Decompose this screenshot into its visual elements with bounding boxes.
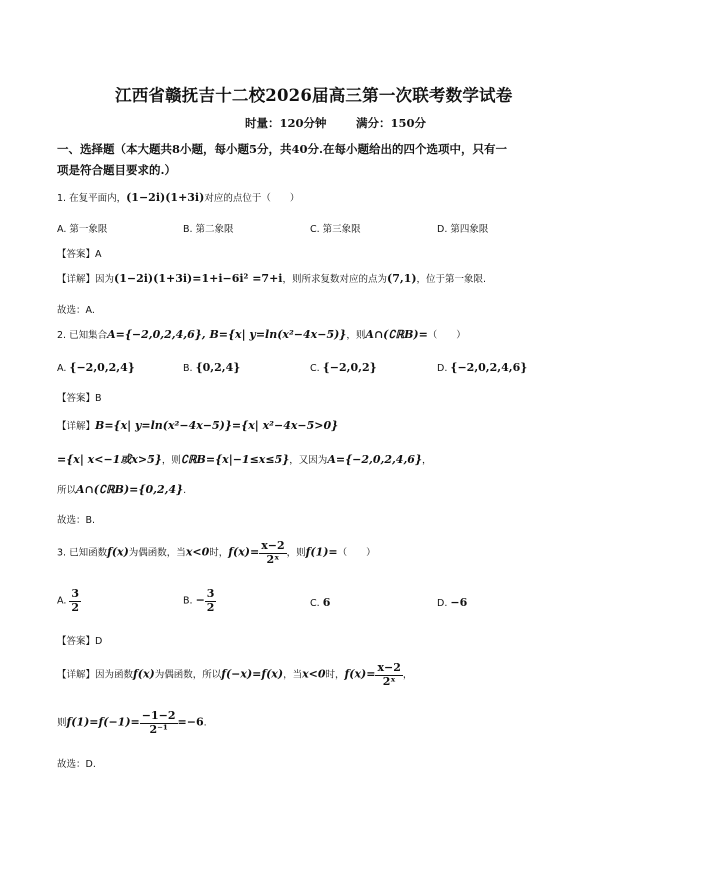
q3-option-c [310,596,330,609]
q3-stem-fx: f(x)= [228,545,260,559]
q2-stem-prefix: 2. 已知集合 [57,330,108,341]
q3-option-b-denominator: 2 [206,600,215,614]
q2-detail2-expression-3: A={−2,0,2,4,6} [327,453,423,466]
q3-option-b [183,588,216,614]
q2-detail2-suffix: ， [422,455,432,466]
q1-option-d: D. 第四象限 [437,224,489,235]
q3-option-b-fraction [205,588,217,614]
q3-detail2-expression: f(1)=f(−1)= [66,715,140,729]
q2-option-d [437,361,527,374]
q3-stem-fraction [259,540,286,566]
question-3-stem [57,540,376,566]
q3-detail-line1 [57,662,412,688]
q2-option-c-value: {−2,0,2} [322,361,377,374]
q3-option-b-sign: − [195,593,205,607]
q1-option-b: B. 第二象限 [183,224,234,235]
q3-stem-mid3: ，则 [286,547,306,559]
q2-option-a-letter: A. [57,363,67,374]
q3-option-b-letter: B. [183,595,193,607]
q3-option-a-denominator: 2 [71,600,80,614]
q3-detail1-f: f(x) [133,667,155,681]
q2-detail-line2 [57,451,432,467]
q2-detail3-expression: A∩(∁ℝB)={0,2,4} [76,483,184,496]
q2-stem-expression: A={−2,0,2,4,6}, B={x| y=ln(x²−4x−5)} [107,328,347,341]
q3-stem-mid1: 为偶函数，当 [128,547,186,559]
q3-stem-numerator: x−2 [261,539,285,552]
q2-option-c [310,361,377,374]
q3-detail1-denominator: 2ˣ [382,674,396,688]
question-2-stem [57,327,466,341]
q3-detail1-fx: f(x)= [344,667,376,681]
q1-detail-point: (7,1) [387,272,417,285]
q1-answer: 【答案】A [57,249,102,260]
q2-option-d-value: {−2,0,2,4,6} [450,361,528,374]
q3-detail1-suffix: ， [402,669,413,681]
q2-answer: 【答案】B [57,393,102,404]
page-title: 江西省赣抚吉十二校2026届高三第一次联考数学试卷 [115,86,513,105]
q3-detail1-numerator: x−2 [377,661,401,674]
q3-option-a [57,588,81,614]
q2-option-a [57,361,135,374]
q3-stem-condition: x<0 [185,545,210,559]
q1-option-c: C. 第三象限 [310,224,361,235]
q1-detail-suffix: ，位于第一象限. [416,274,487,285]
q3-detail2-prefix: 则 [57,717,67,729]
q1-choose: 故选：A. [57,305,95,316]
q3-detail1-fraction [375,662,402,688]
q3-detail1-expression: f(−x)=f(x) [221,667,284,681]
q1-stem-prefix: 1. 在复平面内， [57,193,127,204]
q3-detail1-mid2: ，当 [283,669,303,681]
q1-stem-suffix: 对应的点位于（ ） [204,193,300,204]
q2-detail2-mid2: ，又因为 [289,455,328,466]
q1-option-a: A. 第一象限 [57,224,108,235]
q2-option-d-letter: D. [437,363,448,374]
q3-detail1-mid1: 为偶函数，所以 [154,669,222,681]
q2-stem-expression-2: A∩(∁ℝB)= [365,328,428,341]
q3-option-c-letter: C. [310,598,320,609]
q3-stem-suffix: （ ） [337,547,376,559]
q1-detail [57,271,486,285]
q3-answer: 【答案】D [57,636,103,647]
q3-stem-denominator: 2ˣ [266,552,280,566]
q3-detail2-suffix: . [203,717,207,729]
section-heading-line2: 项是符合题目要求的.） [57,163,177,177]
q3-option-a-numerator: 3 [71,587,80,600]
q3-detail-line2 [57,710,207,736]
q1-detail-expression: (1−2i)(1+3i)=1+i−6i² =7+i [114,272,283,285]
q3-stem-prefix: 3. 已知函数 [57,547,108,559]
q2-detail2-mid: ，则 [161,455,181,466]
q2-stem-suffix: （ ） [427,330,466,341]
q3-detail2-numerator: −1−2 [141,709,176,722]
q3-option-d-value: −6 [450,596,468,609]
q2-detail3-prefix: 所以 [57,485,77,496]
q3-option-d [437,596,467,609]
q3-option-b-numerator: 3 [206,587,215,600]
q2-option-b-letter: B. [183,363,193,374]
q2-detail1-expression: B={x| y=ln(x²−4x−5)}={x| x²−4x−5>0} [95,419,339,432]
q3-option-c-value: 6 [322,596,331,609]
q1-detail-mid: ，则所求复数对应的点为 [282,274,387,285]
question-1-stem [57,190,299,204]
q1-detail-prefix: 【详解】因为 [57,274,115,285]
q1-stem-expression: (1−2i)(1+3i) [126,191,205,204]
q3-detail1-condition: x<0 [302,667,326,681]
q3-option-a-letter: A. [57,595,67,607]
q2-option-b [183,361,240,374]
q3-detail2-fraction [140,710,178,736]
q3-stem-f: f(x) [107,545,129,559]
q3-option-a-fraction [69,588,81,614]
q3-detail2-denominator: 2⁻¹ [149,722,168,736]
q2-option-c-letter: C. [310,363,320,374]
exam-score: 满分：150分 [356,116,427,130]
q3-detail1-prefix: 【详解】因为函数 [57,669,134,681]
q3-stem-mid2: 时， [209,547,229,559]
q2-option-a-value: {−2,0,2,4} [69,361,135,374]
q3-option-d-letter: D. [437,598,448,609]
exam-time: 时量：120分钟 [245,116,327,130]
q2-detail2-expression: ={x| x<−1或x>5} [57,453,162,466]
q3-detail1-mid3: 时， [325,669,345,681]
q3-detail2-result: =−6 [177,715,204,729]
q3-choose: 故选：D. [57,759,96,770]
q2-stem-mid: ，则 [346,330,366,341]
q2-detail2-expression-2: ∁ℝB={x|−1≤x≤5} [180,453,290,466]
q2-detail3-suffix: . [183,485,187,496]
q2-detail-line1 [57,418,338,432]
q2-option-b-value: {0,2,4} [195,361,241,374]
section-heading-line1: 一、选择题（本大题共8小题，每小题5分，共40分.在每小题给出的四个选项中，只有一 [57,142,508,156]
q2-detail-line3 [57,482,186,496]
q2-choose: 故选：B. [57,515,96,526]
q3-stem-f1: f(1)= [305,545,338,559]
q2-detail1-prefix: 【详解】 [57,421,96,432]
